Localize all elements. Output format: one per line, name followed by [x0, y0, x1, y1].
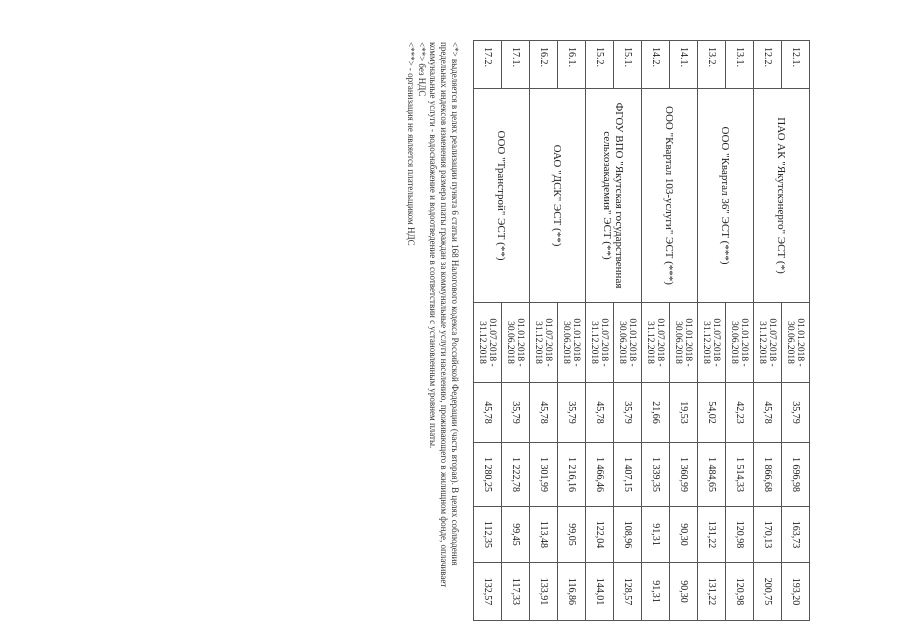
organization-name: ФГОУ ВПО "Якутская государственная сельхозакадемия" ЭСТ (**)	[586, 89, 642, 303]
value-cell: 1 339,35	[642, 443, 670, 507]
value-cell: 131,22	[698, 563, 726, 621]
footnote-line: <**> без НДС	[417, 42, 427, 97]
period	[502, 303, 530, 383]
period-line: 30.06.2018	[505, 321, 516, 364]
value-cell: 132,57	[474, 563, 502, 621]
row-number: 16.2.	[530, 41, 558, 89]
row-number: 15.1.	[614, 41, 642, 89]
table-row	[726, 41, 754, 621]
row-number: 17.2.	[474, 41, 502, 89]
organization-name: ООО "Транстрой" ЭСТ (**)	[474, 89, 530, 303]
period-line: 01.01.2018 -	[515, 318, 526, 367]
value-cell: 91,31	[642, 563, 670, 621]
value-cell: 91,31	[642, 507, 670, 563]
row-number: 12.2.	[754, 41, 782, 89]
value-cell: 117,33	[502, 563, 530, 621]
footnote-line: <*> выделяется в целях реализации пункта 6 статьи 168 Налогового кодекса Российской Федерации (часть вторая). В целях соблюдения	[450, 42, 460, 566]
period	[698, 303, 726, 383]
value-cell: 112,35	[474, 507, 502, 563]
value-cell: 90,30	[670, 507, 698, 563]
footnote-line: коммунальные услуги - водоснабжение и водоотведение в соответствии с установленным уровнем платы.	[428, 42, 438, 449]
value-cell: 1 280,25	[474, 443, 502, 507]
value-cell: 131,22	[698, 507, 726, 563]
period	[754, 303, 782, 383]
period	[642, 303, 670, 383]
value-cell: 45,78	[586, 383, 614, 443]
period	[782, 303, 810, 383]
value-cell: 35,79	[502, 383, 530, 443]
value-cell: 120,98	[726, 563, 754, 621]
period-line: 30.06.2018	[673, 321, 684, 364]
row-number: 17.1.	[502, 41, 530, 89]
value-cell: 99,45	[502, 507, 530, 563]
value-cell: 45,78	[474, 383, 502, 443]
organization-name: ООО "Квартал 36" ЭСТ (***)	[698, 89, 754, 303]
row-number: 16.1.	[558, 41, 586, 89]
table-row	[558, 41, 586, 621]
value-cell: 45,78	[530, 383, 558, 443]
period-line: 31.12.2018	[645, 321, 656, 364]
organization-name: ООО "Квартал 103-услуги" ЭСТ (***)	[642, 89, 698, 303]
period	[614, 303, 642, 383]
period-line: 30.06.2018	[617, 321, 628, 364]
value-cell: 1 484,65	[698, 443, 726, 507]
table-row	[670, 41, 698, 621]
row-number: 15.2.	[586, 41, 614, 89]
value-cell: 108,96	[614, 507, 642, 563]
value-cell: 1 301,99	[530, 443, 558, 507]
value-cell: 116,86	[558, 563, 586, 621]
table-row	[782, 41, 810, 621]
period-line: 01.01.2018 -	[795, 318, 806, 367]
value-cell: 1 466,46	[586, 443, 614, 507]
organization-name: ОАО "ДСК" ЭСТ (**)	[530, 89, 586, 303]
row-number: 14.2.	[642, 41, 670, 89]
period	[726, 303, 754, 383]
period-line: 31.12.2018	[533, 321, 544, 364]
value-cell: 1 514,33	[726, 443, 754, 507]
value-cell: 35,79	[782, 383, 810, 443]
value-cell: 1 866,68	[754, 443, 782, 507]
period	[530, 303, 558, 383]
value-cell: 19,53	[670, 383, 698, 443]
period-line: 30.06.2018	[785, 321, 796, 364]
period-line: 01.07.2018 -	[599, 318, 610, 367]
value-cell: 128,57	[614, 563, 642, 621]
period-line: 01.07.2018 -	[711, 318, 722, 367]
value-cell: 1 360,99	[670, 443, 698, 507]
period	[558, 303, 586, 383]
value-cell: 163,73	[782, 507, 810, 563]
value-cell: 200,75	[754, 563, 782, 621]
row-number: 14.1.	[670, 41, 698, 89]
period	[474, 303, 502, 383]
period-line: 01.07.2018 -	[655, 318, 666, 367]
value-cell: 120,98	[726, 507, 754, 563]
value-cell: 193,20	[782, 563, 810, 621]
value-cell: 122,04	[586, 507, 614, 563]
period-line: 01.07.2018 -	[767, 318, 778, 367]
organization-name: ПАО АК "Якутскэнерго" ЭСТ (*)	[754, 89, 810, 303]
value-cell: 1 216,16	[558, 443, 586, 507]
value-cell: 54,02	[698, 383, 726, 443]
period-line: 30.06.2018	[561, 321, 572, 364]
row-number: 12.1.	[782, 41, 810, 89]
period-line: 01.01.2018 -	[627, 318, 638, 367]
period	[586, 303, 614, 383]
tariff-table-body	[474, 41, 810, 621]
value-cell: 42,23	[726, 383, 754, 443]
period-line: 31.12.2018	[589, 321, 600, 364]
row-number: 13.1.	[726, 41, 754, 89]
value-cell: 113,48	[530, 507, 558, 563]
tariff-table	[473, 40, 810, 621]
period-line: 01.01.2018 -	[683, 318, 694, 367]
value-cell: 35,79	[614, 383, 642, 443]
table-row	[614, 41, 642, 621]
value-cell: 133,91	[530, 563, 558, 621]
footnote-line: <***> - организация не является плательщиком НДС	[406, 42, 416, 246]
period-line: 01.07.2018 -	[487, 318, 498, 367]
value-cell: 170,13	[754, 507, 782, 563]
period-line: 01.07.2018 -	[543, 318, 554, 367]
value-cell: 45,78	[754, 383, 782, 443]
period-line: 01.01.2018 -	[739, 318, 750, 367]
value-cell: 1 407,15	[614, 443, 642, 507]
period-line: 30.06.2018	[729, 321, 740, 364]
period-line: 31.12.2018	[757, 321, 768, 364]
period-line: 01.01.2018 -	[571, 318, 582, 367]
value-cell: 21,66	[642, 383, 670, 443]
value-cell: 35,79	[558, 383, 586, 443]
period-line: 31.12.2018	[701, 321, 712, 364]
value-cell: 99,05	[558, 507, 586, 563]
value-cell: 90,30	[670, 563, 698, 621]
value-cell: 1 696,98	[782, 443, 810, 507]
period-line: 31.12.2018	[477, 321, 488, 364]
footnotes	[406, 42, 460, 632]
footnote-line: предельных индексов изменения размера платы граждан за коммунальные услуги населению, проживающего в жилищном фонде, оплачивает	[439, 42, 449, 588]
row-number: 13.2.	[698, 41, 726, 89]
value-cell: 1 222,78	[502, 443, 530, 507]
value-cell: 144,01	[586, 563, 614, 621]
table-row	[502, 41, 530, 621]
period	[670, 303, 698, 383]
